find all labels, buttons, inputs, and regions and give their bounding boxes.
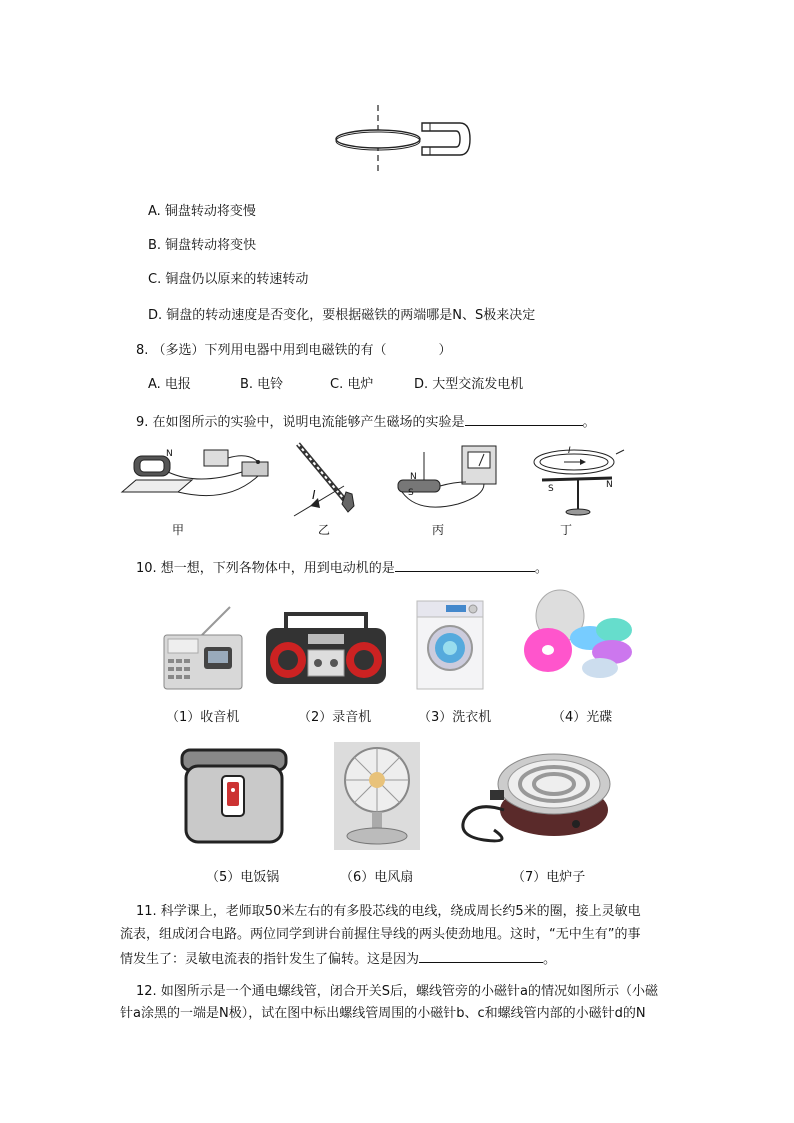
q9-label-jia: 甲: [172, 523, 185, 537]
q9-stem-end: 。: [582, 415, 596, 430]
q8-option-a: A. 电报: [148, 377, 191, 392]
q9-letter-n2: N: [410, 472, 417, 482]
q9-answer-blank[interactable]: [465, 411, 583, 426]
cassette-recorder-image: [264, 612, 388, 688]
compact-disc-image: [520, 588, 638, 688]
q10-item-2-caption: （2）录音机: [298, 710, 372, 725]
q11-line-3-text: 情发生了：灵敏电流表的指针发生了偏转。这是因为: [120, 952, 420, 967]
washing-machine-image: [416, 600, 484, 690]
q8-stem: 8. （多选）下列用电器中用到电磁铁的有（ ）: [136, 343, 452, 358]
q10-item-1-caption: （1）收音机: [166, 710, 240, 725]
q11-line-3-end: 。: [543, 952, 557, 967]
q9-letter-n1: N: [166, 449, 173, 459]
q9-label-bing: 丙: [432, 523, 445, 537]
q9-stem-text: 9. 在如图所示的实验中，说明电流能够产生磁场的实验是: [136, 415, 465, 430]
q10-item-5-caption: （5）电饭锅: [206, 870, 280, 885]
q9-letter-s1: S: [408, 488, 414, 498]
q8-option-b: B. 电铃: [240, 377, 284, 392]
q12-line-2: 针a涂黑的一端是N极），试在图中标出螺线管周围的小磁针b、c和螺线管内部的小磁针d的N: [120, 1006, 646, 1021]
q7-option-a: A. 铜盘转动将变慢: [148, 204, 256, 219]
q12-line-1: 12. 如图所示是一个通电螺线管，闭合开关S后，螺线管旁的小磁针a的情况如图所示（小磁: [136, 984, 659, 999]
q7-option-b: B. 铜盘转动将变快: [148, 238, 257, 253]
q10-item-7-caption: （7）电炉子: [512, 870, 586, 885]
q11-line-2: 流表，组成闭合电路。两位同学到讲台前握住导线的两头使劲地甩。这时，“无中生有”的事: [120, 927, 641, 942]
q11-line-3: [120, 948, 556, 970]
q11-line-1: 11. 科学课上，老师取50米左右的有多股芯线的电线，绕成周长约5米的圈，接上灵敏电: [136, 904, 641, 919]
q7-option-d: D. 铜盘的转动速度是否变化，要根据磁铁的两端哪是N、S极来决定: [148, 308, 536, 323]
q9-label-ding: 丁: [560, 523, 573, 537]
q9-stem: [136, 411, 596, 433]
electric-fan-image: [334, 742, 420, 850]
q9-letter-i2: I: [568, 446, 571, 456]
experiment-yi-figure: [290, 442, 370, 520]
experiment-ding-figure: [528, 442, 628, 518]
rice-cooker-image: [178, 748, 290, 846]
q9-letter-i: I: [312, 488, 316, 502]
q10-stem: [136, 557, 548, 579]
q10-item-3-caption: （3）洗衣机: [418, 710, 492, 725]
experiment-bing-figure: [388, 442, 500, 518]
q9-label-yi: 乙: [318, 523, 331, 537]
q9-letter-s2: S: [548, 484, 554, 494]
q8-option-c: C. 电炉: [330, 377, 374, 392]
q10-answer-blank[interactable]: [395, 557, 535, 572]
q9-letter-n3: N: [606, 480, 613, 490]
q7-option-c: C. 铜盘仍以原来的转速转动: [148, 272, 309, 287]
q8-option-d: D. 大型交流发电机: [414, 377, 524, 392]
copper-disk-magnet-figure: [330, 105, 480, 173]
q11-answer-blank[interactable]: [419, 948, 543, 963]
electric-stove-image: [454, 740, 614, 850]
experiment-jia-figure: [118, 442, 278, 502]
q10-item-4-caption: （4）光碟: [552, 710, 613, 725]
q10-stem-end: 。: [534, 561, 548, 576]
radio-image: [162, 605, 244, 691]
q10-item-6-caption: （6）电风扇: [340, 870, 414, 885]
q10-stem-text: 10. 想一想，下列各物体中，用到电动机的是: [136, 561, 395, 576]
